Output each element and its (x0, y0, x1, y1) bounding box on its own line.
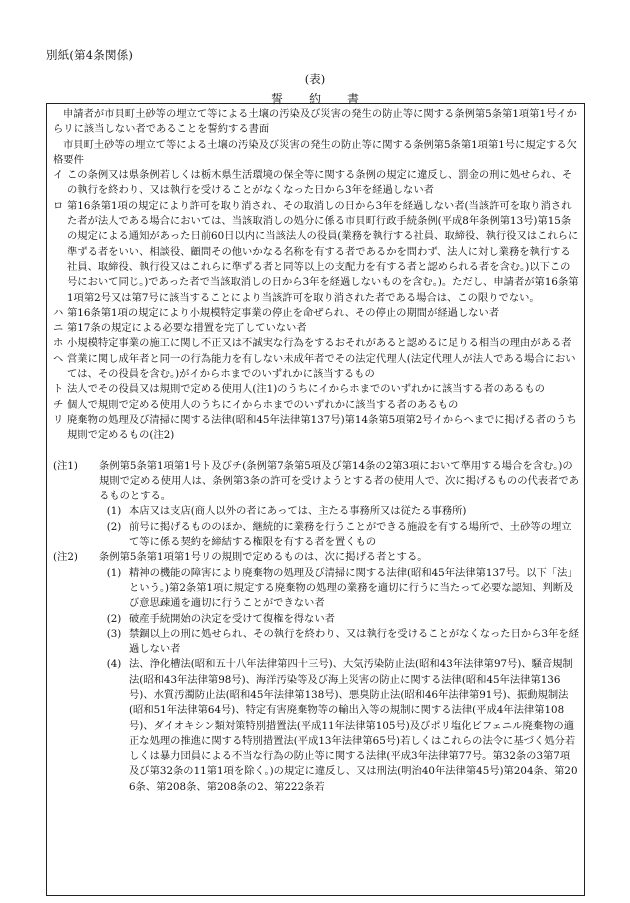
list-item (53, 168, 580, 199)
item-mark: リ (53, 413, 64, 426)
subitem-text: 法、浄化槽法(昭和五十八年法律第四十三号)、大気汚染防止法(昭和43年法律第97号)、騒音規制法(昭和43年法律第98号)、海洋汚染等及び海上災害の防止に関する法律(昭和45年法律第136号)、水質汚濁防止法(昭和45年法律第138号)、悪臭防止法(昭和46年法律第91号)、振動規制法(昭和51年法律第64号)、特定有害廃棄物等の輸出入等の規制に関する法律(平成4年法律第108号)、ダイオキシン類対策特別措置法(平成11年法律第105号)及びポリ塩化ビフェニル廃棄物の適正な処理の推進に関する特別措置法(平成13年法律第65号)若しくはこれらの法令に基づく処分若しくは暴力団員による不当な行為の防止等に関する法律(平成3年法律第77号。第32条の3第7項及び第32条の11第1項を除く。)の規定に違反し、又は刑法(明治40年法律第45号)第204条、第206条、第208条、第208条の2、第222条若 (129, 658, 578, 793)
subitem-mark: (1) (106, 566, 122, 579)
requirements-heading: 市貝町土砂等の埋立て等による土壌の汚染及び災害の発生の防止等に関する条例第5条第1項第1号に規定する欠格要件 (53, 138, 577, 166)
subitem-mark: (2) (106, 520, 122, 533)
item-text: 第16条第1項の規定により小規模特定事業の停止を命ぜられ、その停止の期間が経過しない者 (67, 306, 500, 319)
table-label: (表) (304, 72, 326, 86)
pledge-content (53, 107, 580, 795)
spacer (53, 444, 580, 459)
note-subitem (53, 504, 580, 519)
note (53, 459, 580, 505)
list-item (53, 352, 580, 383)
item-text: この条例又は県条例若しくは栃木県生活環境の保全等に関する条例の規定に違反し、罰金の刑に処せられ、その執行を終わり、又は執行を受けることがなくなった日から3年を経過しない者 (67, 169, 573, 197)
note (53, 550, 580, 565)
note-mark: (注1) (53, 459, 78, 472)
subitem-mark: (1) (106, 505, 122, 518)
note-subitem (53, 612, 580, 627)
item-text: 個人で規則で定める使用人のうちにイからホまでのいずれかに該当する者のあるもの (67, 398, 459, 411)
item-mark: ト (53, 383, 64, 396)
list-item (53, 398, 580, 413)
subitem-text: 前号に掲げるもののほか、継続的に業務を行うことができる施設を有する場所で、土砂等の埋立て等に係る契約を締結する権限を有する者を置くもの (129, 520, 572, 549)
item-text: 小規模特定事業の施工に関し不正又は不誠実な行為をするおそれがあると認めるに足りる相当の理由がある者 (67, 337, 572, 350)
item-text: 第16条第1項の規定により許可を取り消され、その取消しの日から3年を経過しない者(当該許可を取り消された者が法人である場合においては、当該取消しの処分に係る市貝町行政手続条例(平成8年条例第13号)第15条の規定による通知があった日前60日以内に当該法人の役員(業務を執行する社員、取締役、執行役又はこれらに準ずる者をいい、相談役、顧問その他いかなる名称を有する者であるかを問わず、法人に対し業務を執行する社員、取締役、執行役又はこれらに準ずる者と同等以上の支配力を有する者と認められる者を含む。)以下この号において同じ。)であった者で当該取消しの日から3年を経過しないものを含む。)。ただし、申請者が第16条第1項第2号又は第7号に該当することにより当該許可を取り消された者である場合は、この限りでない。 (67, 199, 579, 304)
note-text: 条例第5条第1項第1号ト及びチ(条例第7条第5項及び第14条の2第3項において準用する場合を含む。)の規則で定める使用人は、条例第3条の許可を受けようとする者の使用人で、次に掲げるものの代表者であるものとする。 (99, 459, 579, 503)
pledge-box (46, 103, 585, 896)
list-item (53, 413, 580, 444)
item-mark: イ (53, 169, 64, 182)
list-item (53, 321, 580, 336)
item-mark: ヘ (53, 352, 64, 365)
intro-paragraph: 申請者が市貝町土砂等の埋立て等による土壌の汚染及び災害の発生の防止等に関する条例第5条第1項第1号イからリに該当しない者であることを誓約する書面 (53, 108, 577, 136)
list-item (53, 336, 580, 351)
subitem-text: 破産手続開始の決定を受けて復権を得ない者 (129, 612, 335, 625)
note-subitem (53, 627, 580, 658)
item-text: 廃棄物の処理及び清掃に関する法律(昭和45年法律第137号)第14条第5項第2号イからヘまでに掲げる者のうち規則で定めるもの(注2) (67, 413, 577, 442)
subitem-mark: (3) (106, 627, 122, 640)
attachment-label: 別紙(第4条関係) (46, 48, 134, 62)
list-item (53, 382, 580, 397)
item-text: 営業に関し成年者と同一の行為能力を有しない未成年者でその法定代理人(法定代理人が法人である場合においては、その役員を含む。)がイからホまでのいずれかに該当するもの (67, 352, 576, 381)
subitem-text: 精神の機能の障害により廃棄物の処理及び清掃に関する法律(昭和45年法律第137号。以下「法」という。)第2条第1項に規定する廃棄物の処理の業務を適切に行うに当たって必要な認知、判断及び意思疎通を適切に行うことができない者 (129, 566, 578, 610)
document-title: 誓約書 (270, 92, 385, 106)
list-item (53, 199, 580, 306)
item-mark: ニ (53, 322, 64, 335)
item-text: 法人でその役員又は規則で定める使用人(注1)のうちにイからホまでのいずれかに該当する者のあるもの (67, 383, 545, 396)
item-mark: ロ (53, 199, 64, 212)
list-item (53, 306, 580, 321)
subitem-mark: (2) (106, 612, 122, 625)
item-mark: ハ (53, 306, 64, 319)
note-mark: (注2) (53, 551, 78, 564)
item-mark: ホ (53, 337, 64, 350)
note-subitem (53, 566, 580, 612)
subitem-text: 本店又は支店(商人以外の者にあっては、主たる事務所又は従たる事務所) (129, 505, 467, 518)
note-text: 条例第5条第1項第1号リの規則で定めるものは、次に掲げる者とする。 (99, 551, 428, 564)
subitem-mark: (4) (106, 658, 122, 671)
item-text: 第17条の規定による必要な措置を完了していない者 (67, 322, 307, 335)
subitem-text: 禁錮以上の刑に処せられ、その執行を終わり、又は執行を受けることがなくなった日から3年を経過しない者 (129, 627, 579, 656)
note-subitem (53, 520, 580, 551)
item-mark: チ (53, 398, 64, 411)
note-subitem (53, 657, 580, 795)
